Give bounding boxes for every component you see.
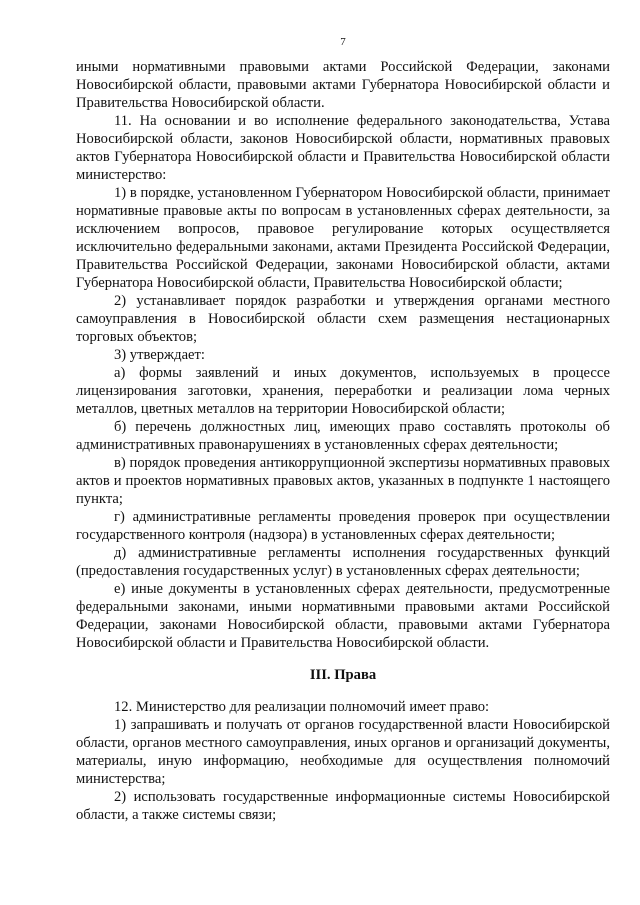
paragraph-subitem-3b: б) перечень должностных лиц, имеющих право составлять протоколы об административных правонарушениях в установленных сферах деятельности; xyxy=(76,419,610,453)
document-page xyxy=(76,36,610,824)
paragraph-subitem-3a: а) формы заявлений и иных документов, используемых в процессе лицензирования заготовки, хранения, переработки и реализации лома черных металлов, цветных металлов на территории Новосибирской области; xyxy=(76,365,610,417)
paragraph-subitem-3v: в) порядок проведения антикоррупционной экспертизы нормативных правовых актов и проектов нормативных правовых актов, указанных в подпункте 1 настоящего пункта; xyxy=(76,455,610,507)
paragraph-rights-2: 2) использовать государственные информационные системы Новосибирской области, а также системы связи; xyxy=(76,789,610,823)
paragraph-item-12: 12. Министерство для реализации полномочий имеет право: xyxy=(114,699,490,715)
page-number: 7 xyxy=(340,36,346,48)
paragraph-subitem-3: 3) утверждает: xyxy=(114,347,205,363)
paragraph-subitem-3d: д) административные регламенты исполнения государственных функций (предоставления государственных услуг) в установленных сферах деятельности; xyxy=(76,545,610,579)
paragraph-item-11: 11. На основании и во исполнение федерального законодательства, Устава Новосибирской области, законов Новосибирской области, нормативных правовых актов Губернатора Новосибирской области и Правительства Новосибирской области министерство: xyxy=(76,113,610,183)
paragraph-subitem-2: 2) устанавливает порядок разработки и утверждения органами местного самоуправления в Новосибирской области схем размещения нестационарных торговых объектов; xyxy=(76,293,610,345)
paragraph-subitem-3e: е) иные документы в установленных сферах деятельности, предусмотренные федеральными законами, иными нормативными правовыми актами Российской Федерации, законами Новосибирской области, правовыми актами Губернатора Новосибирской области и Правительства Новосибирской области. xyxy=(76,581,610,651)
section-heading: III. Права xyxy=(309,667,377,683)
paragraph-rights-1: 1) запрашивать и получать от органов государственной власти Новосибирской области, органов местного самоуправления, иных органов и организаций документы, материалы, иную информацию, необходимые для осуществления полномочий министерства; xyxy=(76,717,610,787)
paragraph-subitem-3g: г) административные регламенты проведения проверок при осуществлении государственного контроля (надзора) в установленных сферах деятельности; xyxy=(76,509,610,543)
paragraph-continuation: иными нормативными правовыми актами Российской Федерации, законами Новосибирской области, правовыми актами Губернатора Новосибирской области и Правительства Новосибирской области. xyxy=(76,59,610,111)
paragraph-subitem-1: 1) в порядке, установленном Губернатором Новосибирской области, принимает нормативные правовые акты по вопросам в установленных сферах деятельности, за исключением вопросов, правовое регулирование которых осуществляется исключительно федеральными законами, актами Президента Российской Федерации, Правительства Российской Федерации, законами Новосибирской области, актами Губернатора Новосибирской области, Правительства Новосибирской области; xyxy=(76,185,610,291)
